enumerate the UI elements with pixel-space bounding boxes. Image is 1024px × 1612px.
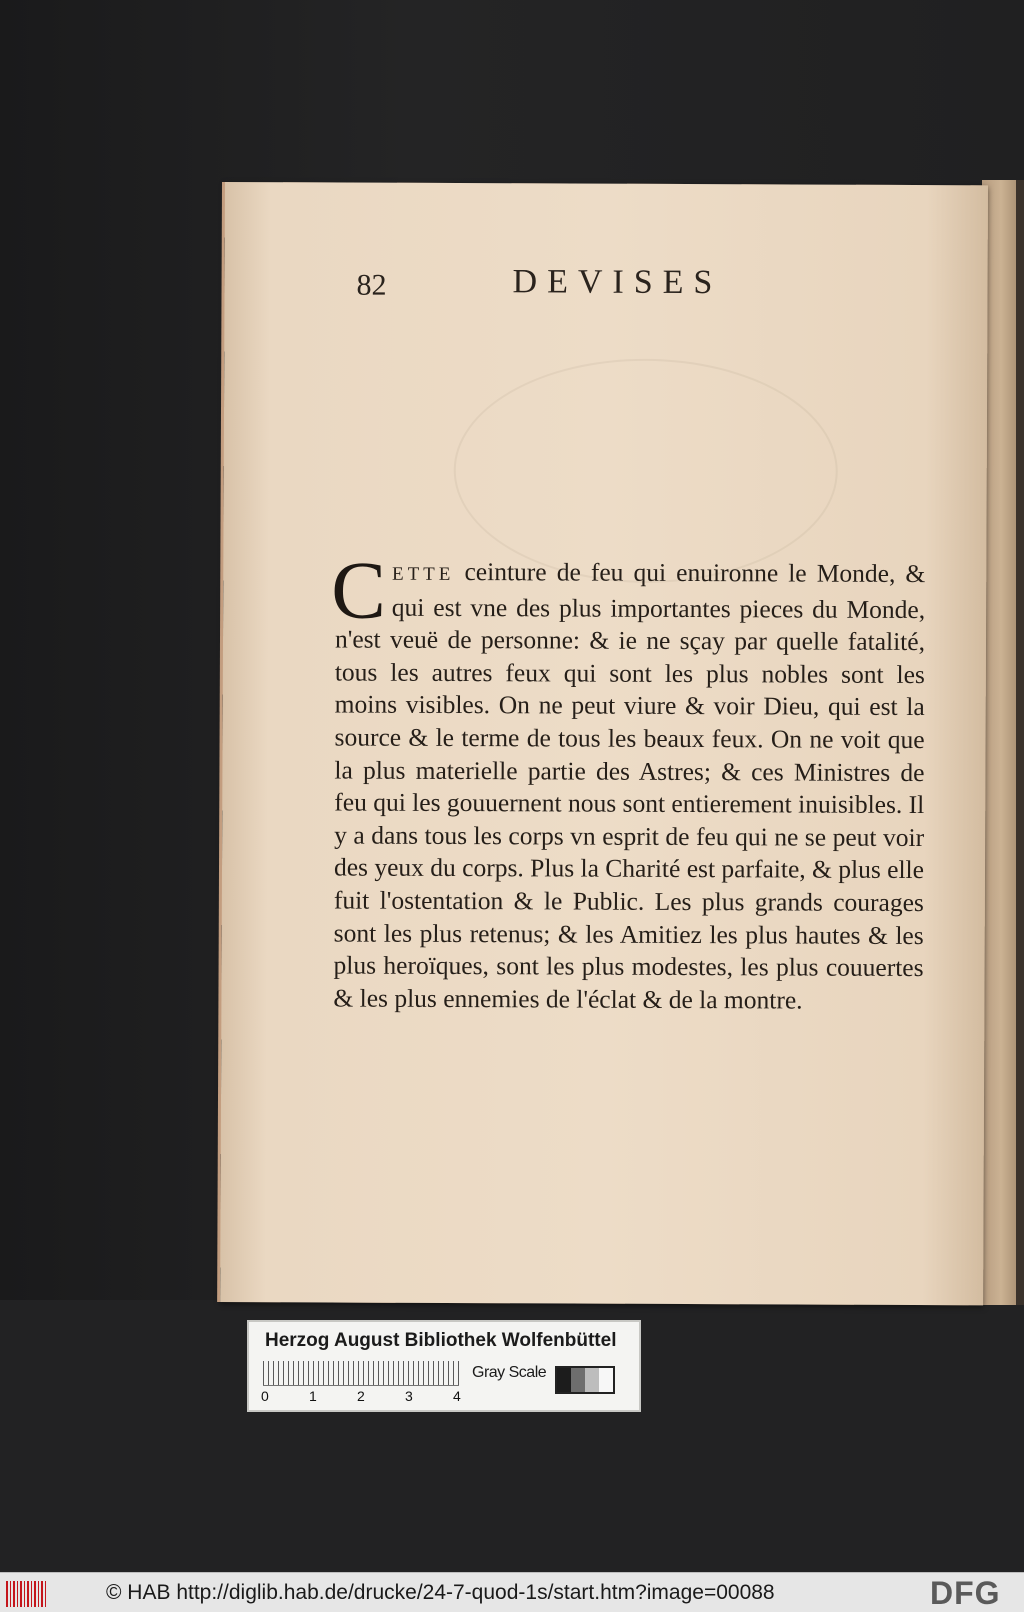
- book-page: [220, 182, 988, 1305]
- small-caps-opening: ETTE: [391, 563, 455, 586]
- ruler-scale: [263, 1361, 459, 1386]
- ruler-number: 0: [261, 1388, 269, 1404]
- dfg-logo: DFG: [930, 1575, 1001, 1611]
- page-number: 82: [356, 268, 387, 302]
- page-header: [224, 262, 987, 315]
- copyright-link[interactable]: © HAB http://diglib.hab.de/drucke/24-7-quod-1s/start.htm?image=00088: [106, 1581, 775, 1604]
- running-title: DEVISES: [512, 263, 723, 302]
- show-through-stamp: [453, 358, 838, 584]
- body-text: [331, 544, 926, 1017]
- gray-swatch: [585, 1368, 599, 1392]
- gray-swatch: [571, 1368, 585, 1392]
- library-name: Herzog August Bibliothek Wolfenbüttel: [265, 1330, 617, 1351]
- ruler-number: 1: [309, 1388, 317, 1404]
- hab-barcode-icon: [6, 1581, 46, 1607]
- book-cover-edge: [1016, 180, 1024, 1305]
- ruler-number: 2: [357, 1388, 365, 1404]
- library-label-card: [247, 1320, 641, 1412]
- drop-cap: C: [331, 544, 387, 636]
- gray-scale-label: Gray Scale: [472, 1364, 547, 1381]
- gray-swatch: [599, 1368, 613, 1392]
- gray-scale-swatches: [555, 1366, 615, 1394]
- ruler-number: 4: [453, 1388, 461, 1404]
- gray-swatch: [557, 1368, 571, 1392]
- footer-bar: [0, 1572, 1024, 1612]
- paragraph-text: ceinture de feu qui enuironne le Monde, & qui est vne des plus importantes pieces du Monde, n'est veuë de personne: & ie ne sçay par quelle fatalité, tous les autres feux qui sont les plus nobles sont les moins visibles. On ne peut viure & voir Dieu, qui est la source & le terme de tous les beaux feux. On ne voit que la plus materielle partie des Astres; & ces Ministres de feu qui les gouuernent nous sont entierement inuisibles. Il y a dans tous les corps vn esprit de feu qui ne se peut voir des yeux du corps. Plus la Charité est parfaite, & plus elle fuit l'ostentation & le Public. Les plus grands courages sont les plus retenus; & les Amitiez les plus hautes & les plus heroïques, sont les plus modestes, les plus couuertes & les plus ennemies de l'éclat & de la montre.: [333, 557, 926, 1015]
- ruler-number: 3: [405, 1388, 413, 1404]
